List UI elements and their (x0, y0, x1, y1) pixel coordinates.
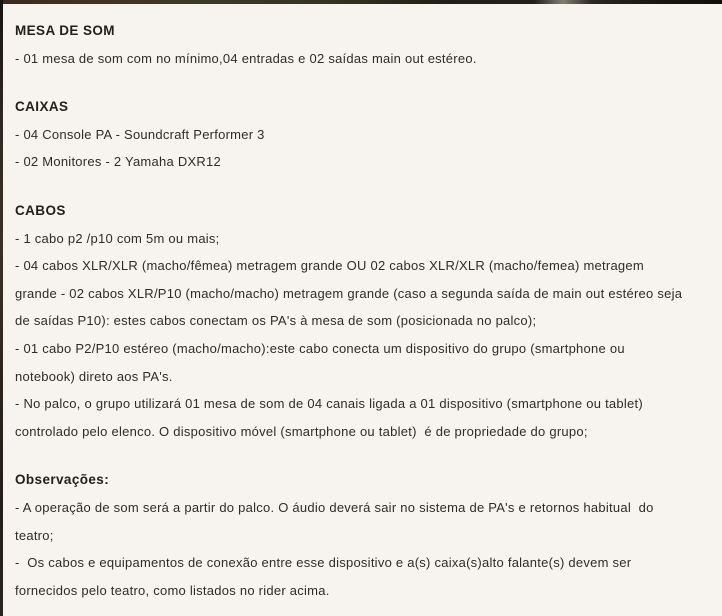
rider-section (15, 17, 716, 72)
text-line: - 02 Monitores - 2 Yamaha DXR12 (15, 154, 221, 170)
section-heading: Observações: (15, 472, 110, 488)
text-line: - 01 mesa de som com no mínimo,04 entradas e 02 saídas main out estéreo. (15, 50, 477, 66)
text-line: fornecidos pelo teatro, como listados no rider acima. (15, 582, 330, 598)
rider-section (15, 197, 716, 445)
text-line: de saídas P10): estes cabos conectam os PA's à mesa de som (posicionada no palco); (15, 313, 537, 329)
text-line: - No palco, o grupo utilizará 01 mesa de som de 04 canais ligada a 01 dispositivo (smartphone ou tablet) (15, 396, 643, 412)
text-line: - 04 cabos XLR/XLR (macho/fêmea) metragem grande OU 02 cabos XLR/XLR (macho/femea) metragem (15, 258, 644, 274)
text-line: - 01 cabo P2/P10 estéreo (macho/macho):este cabo conecta um dispositivo do grupo (smartphone ou (15, 340, 625, 356)
text-line: - 1 cabo p2 /p10 com 5m ou mais; (15, 230, 220, 246)
text-line: - A operação de som será a partir do palco. O áudio deverá sair no sistema de PA's e retornos habitual do (15, 499, 654, 515)
text-line: teatro; (15, 527, 54, 543)
section-heading: CABOS (15, 202, 66, 218)
text-line: grande - 02 cabos XLR/P10 (macho/macho) metragem grande (caso a segunda saída de main out estéreo seja (15, 285, 683, 301)
section-heading: MESA DE SOM (15, 23, 115, 38)
text-line: notebook) direto aos PA's. (15, 368, 173, 384)
text-line: controlado pelo elenco. O dispositivo móvel (smartphone ou tablet) é de propriedade do grupo; (15, 423, 588, 439)
section-heading: CAIXAS (15, 99, 69, 115)
text-line: - Os cabos e equipamentos de conexão entre esse dispositivo e a(s) caixa(s)alto falante(s) devem ser (15, 555, 632, 571)
text-line: - 04 Console PA - Soundcraft Performer 3 (15, 126, 265, 142)
rider-section (15, 93, 716, 176)
rider-section (15, 466, 716, 604)
